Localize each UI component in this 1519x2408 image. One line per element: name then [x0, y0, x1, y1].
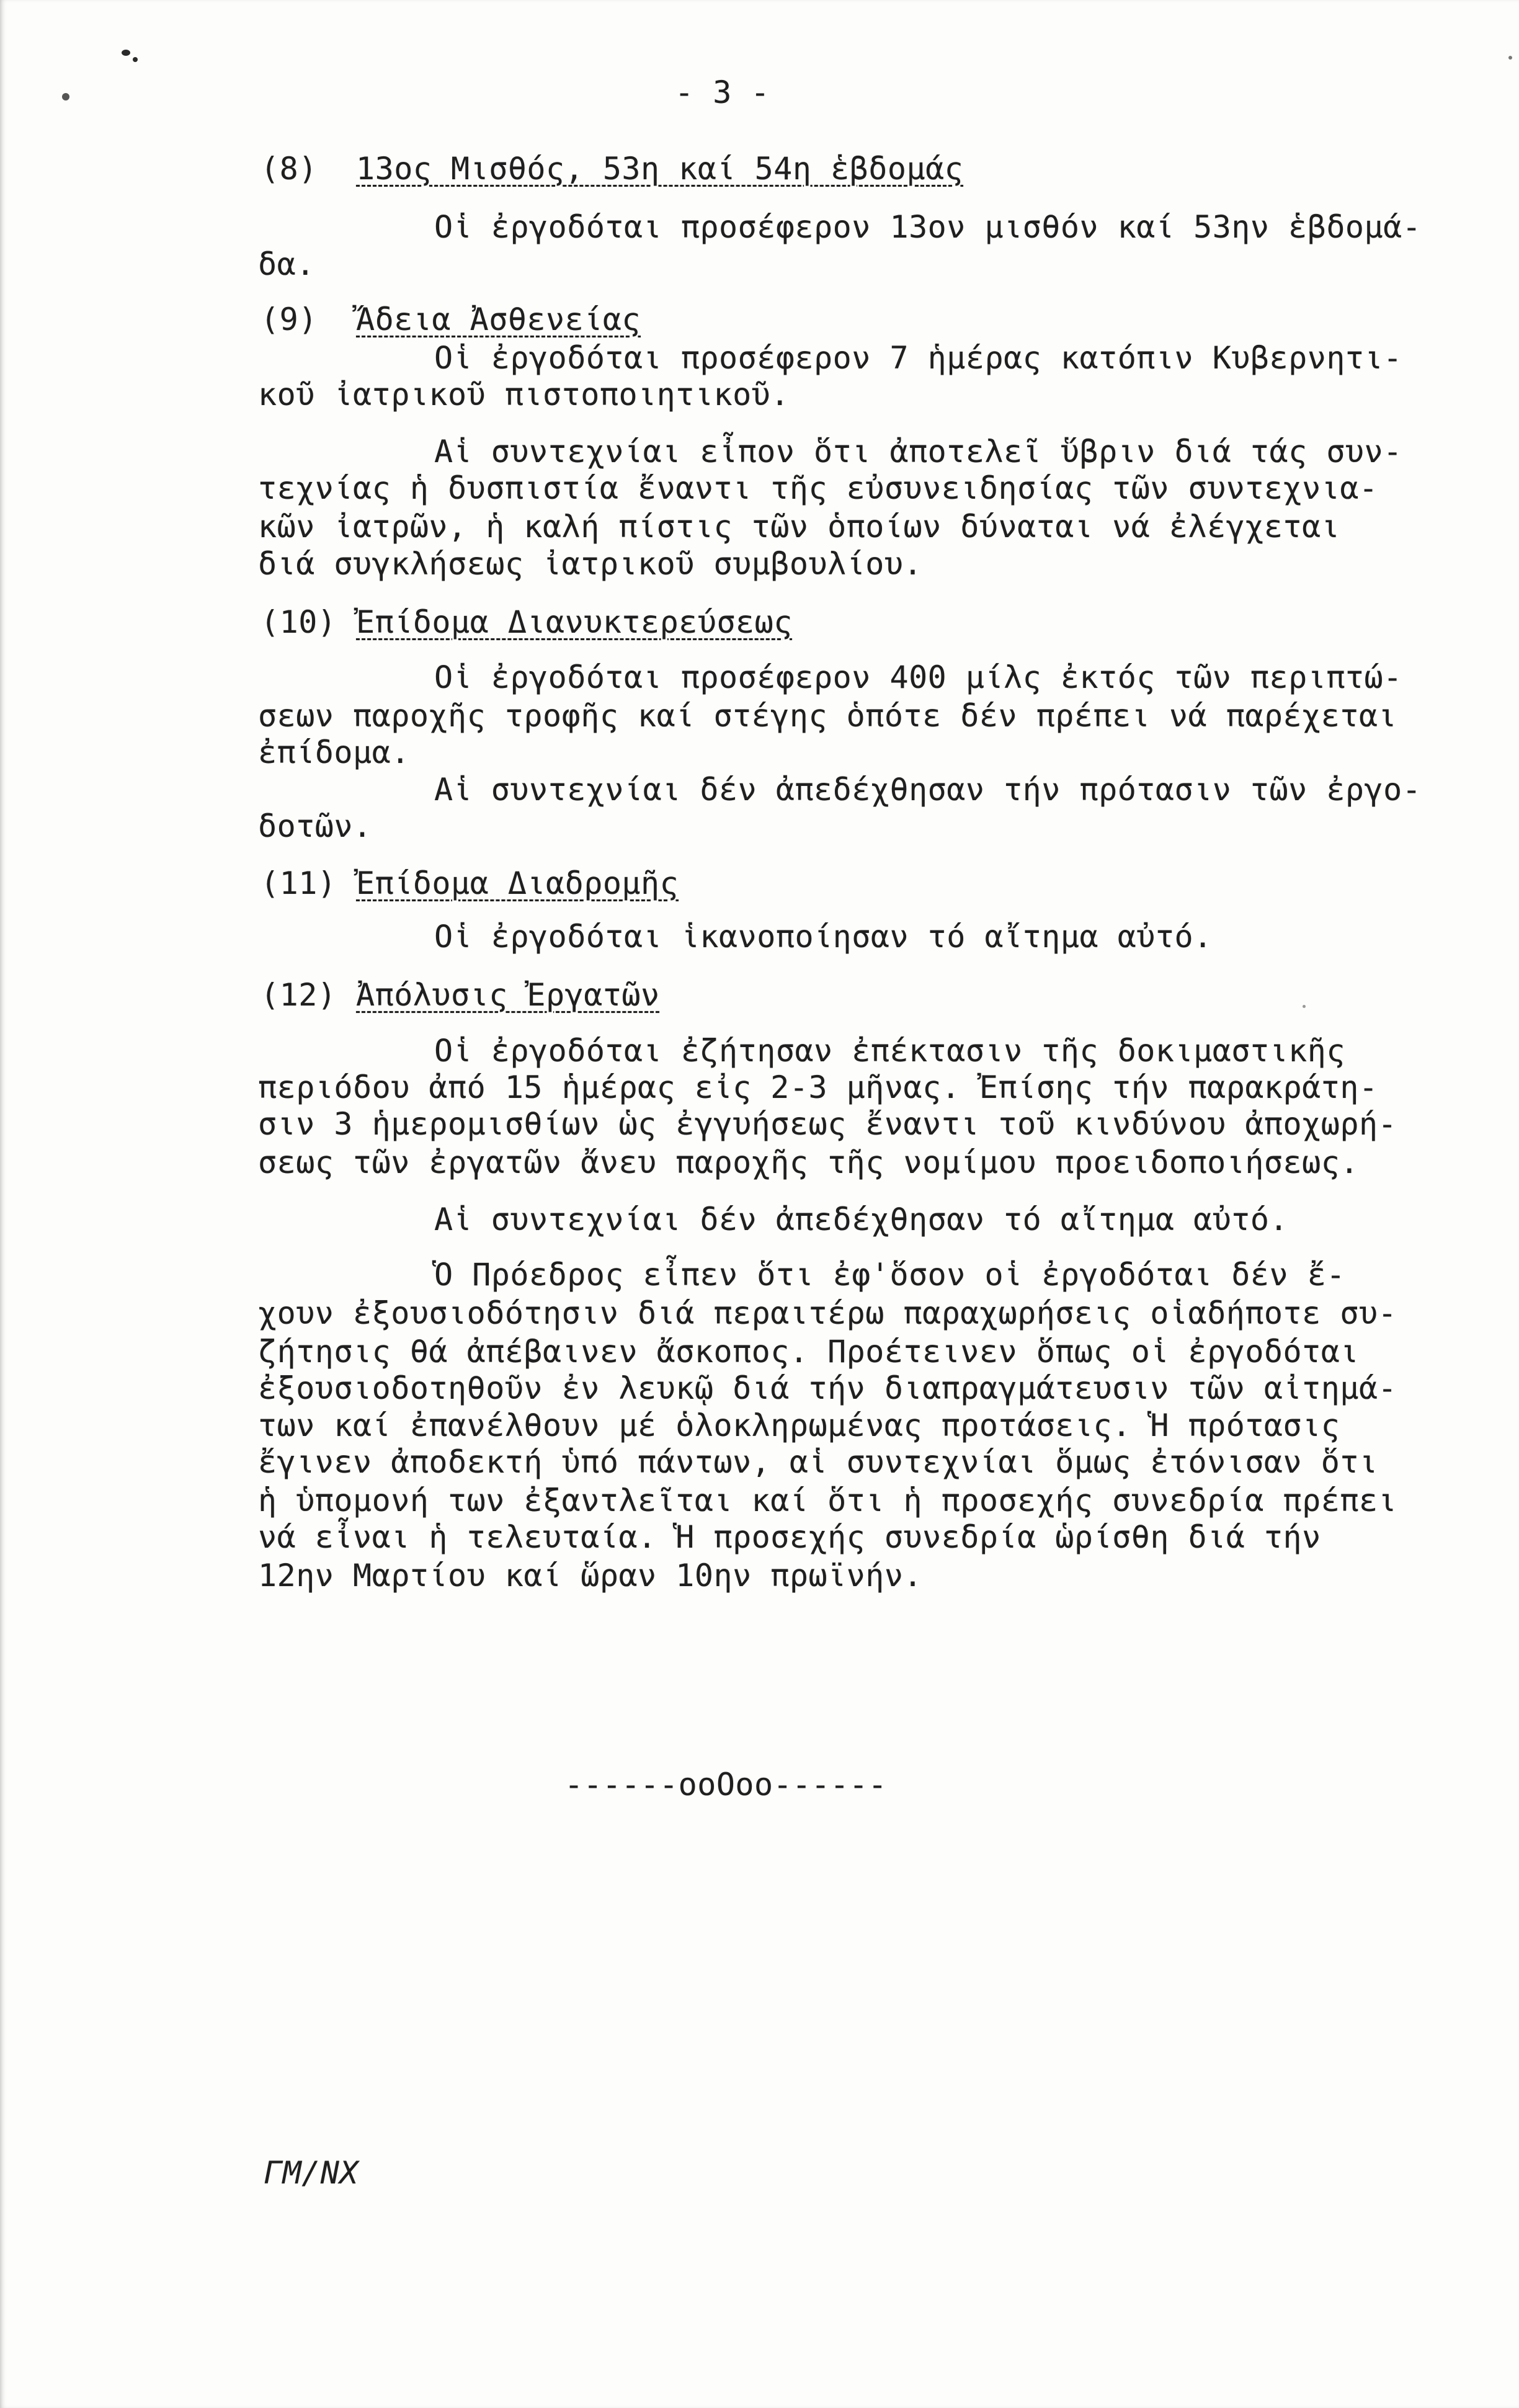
section-number: (11) [261, 865, 337, 901]
text-line: σεως τῶν ἐργατῶν ἄνευ παροχῆς τῆς νομίμου προειδοποιήσεως. [258, 1144, 1359, 1180]
section-title: Ἐπίδομα Διαδρομῆς [356, 865, 679, 901]
section-number: (9) [261, 301, 318, 337]
text-line: τεχνίας ἡ δυσπιστία ἔναντι τῆς εὐσυνειδησίας τῶν συντεχνια- [258, 470, 1378, 506]
scan-speck [122, 50, 130, 56]
section-title: Ἐπίδομα Διανυκτερεύσεως [356, 604, 793, 640]
scan-speck [1303, 1005, 1306, 1008]
section-number: (12) [261, 977, 337, 1013]
text-line: Οἱ ἐργοδόται προσέφερον 13ον μισθόν καί 53ην ἑβδομά- [434, 209, 1422, 245]
text-line: των καί ἐπανέλθουν μέ ὁλοκληρωμένας προτάσεις. Ἡ πρότασις [258, 1407, 1340, 1443]
section-title: 13ος Μισθός, 53η καί 54η ἑβδομάς [356, 151, 964, 187]
text-line: χουν ἐξουσιοδότησιν διά περαιτέρω παραχωρήσεις οἱαδήποτε συ- [258, 1295, 1397, 1331]
text-line: περιόδου ἀπό 15 ἡμέρας εἰς 2-3 μῆνας. Ἐπίσης τήν παρακράτη- [258, 1069, 1378, 1105]
section-title: Ἄδεια Ἀσθενείας [356, 301, 641, 337]
text-line: Οἱ ἐργοδόται ἐζήτησαν ἐπέκτασιν τῆς δοκιμαστικῆς [434, 1033, 1345, 1069]
text-line: δα. [258, 246, 315, 282]
text-line: νά εἶναι ἡ τελευταία. Ἡ προσεχής συνεδρία ὡρίσθη διά τήν [258, 1519, 1321, 1555]
section-number: (10) [261, 604, 337, 640]
typist-initials: ΓΜ/ΝΧ [264, 2155, 359, 2191]
text-line: σιν 3 ἡμερομισθίων ὡς ἐγγυήσεως ἔναντι τοῦ κινδύνου ἀποχωρή- [258, 1106, 1397, 1142]
scan-speck [133, 57, 138, 62]
text-line: Αἱ συντεχνίαι εἶπον ὅτι ἀποτελεῖ ὕβριν διά τάς συν- [434, 434, 1402, 470]
text-line: Αἱ συντεχνίαι δέν ἀπεδέχθησαν τό αἴτημα αὐτό. [434, 1202, 1289, 1237]
text-line: ἡ ὑπομονή των ἐξαντλεῖται καί ὅτι ἡ προσεχής συνεδρία πρέπει [258, 1483, 1397, 1518]
scan-speck [62, 93, 69, 100]
text-line: Οἱ ἐργοδόται προσέφερον 7 ἡμέρας κατόπιν Κυβερνητι- [434, 340, 1402, 376]
text-line: Οἱ ἐργοδόται ἱκανοποίησαν τό αἴτημα αὐτό. [434, 919, 1213, 955]
text-line: ἔγινεν ἀποδεκτή ὑπό πάντων, αἱ συντεχνίαι ὅμως ἐτόνισαν ὅτι [258, 1444, 1378, 1480]
text-line: Οἱ ἐργοδόται προσέφερον 400 μίλς ἐκτός τῶν περιπτώ- [434, 659, 1402, 695]
separator: ------ooOoo------ [564, 1767, 888, 1803]
section-number: (8) [261, 151, 318, 187]
text-line: ἐπίδομα. [258, 734, 410, 770]
text-line: κῶν ἰατρῶν, ἡ καλή πίστις τῶν ὁποίων δύναται νά ἐλέγχεται [258, 509, 1340, 545]
text-line: δοτῶν. [258, 808, 372, 844]
text-line: ἐξουσιοδοτηθοῦν ἐν λευκῷ διά τήν διαπραγμάτευσιν τῶν αἰτημά- [258, 1370, 1397, 1406]
text-line: 12ην Μαρτίου καί ὥραν 10ην πρωϊνήν. [258, 1558, 923, 1594]
scan-speck [1508, 56, 1512, 60]
page-number: - 3 - [675, 74, 770, 110]
text-line: ζήτησις θά ἀπέβαινεν ἄσκοπος. Προέτεινεν ὅπως οἱ ἐργοδόται [258, 1334, 1359, 1370]
section-title: Ἀπόλυσις Ἐργατῶν [356, 977, 660, 1013]
text-line: σεων παροχῆς τροφῆς καί στέγης ὁπότε δέν πρέπει νά παρέχεται [258, 698, 1397, 734]
text-line: διά συγκλήσεως ἰατρικοῦ συμβουλίου. [258, 546, 923, 582]
text-line: Αἱ συντεχνίαι δέν ἀπεδέχθησαν τήν πρότασιν τῶν ἐργο- [434, 772, 1422, 808]
text-line: Ὁ Πρόεδρος εἶπεν ὅτι ἐφ'ὅσον οἱ ἐργοδόται δέν ἔ- [434, 1257, 1345, 1293]
text-line: κοῦ ἰατρικοῦ πιστοποιητικοῦ. [258, 377, 790, 412]
